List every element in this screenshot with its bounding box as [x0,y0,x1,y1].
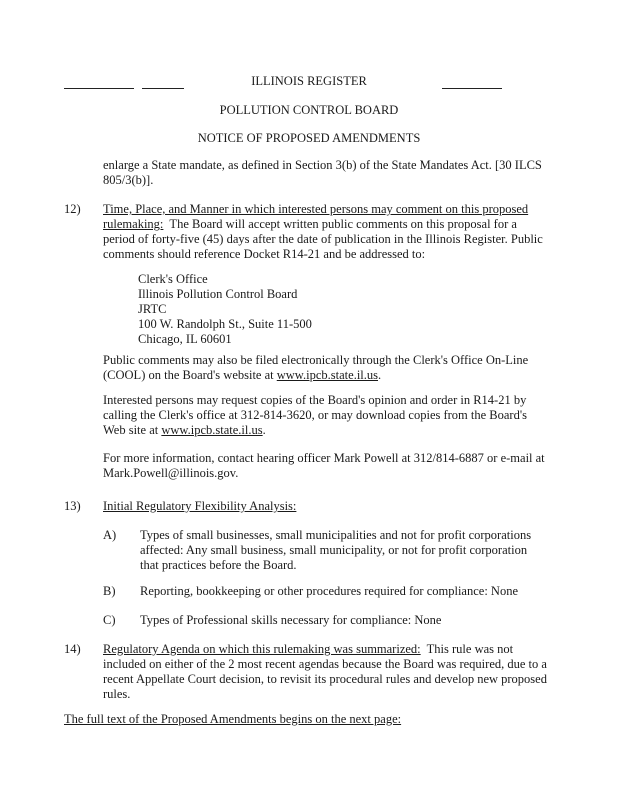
item-a-line-2: affected: Any small business, small municipality, or not for profit corporation [140,543,528,557]
section-14-line-3: recent Appellate Court decision, to revisit its procedural rules and develop new proposed [103,672,547,686]
contact-paragraph [103,451,545,481]
cool-line-2-text: (COOL) on the Board's website at [103,368,277,382]
section-12-line-3: period of forty-five (45) days after the date of publication in the Illinois Register. Public [103,232,543,246]
section-14-heading: Regulatory Agenda on which this rulemaking was summarized: [103,642,421,656]
address-line: 100 W. Randolph St., Suite 11-500 [138,317,312,331]
board-title: POLLUTION CONTROL BOARD [219,103,399,117]
section-12-paragraph [103,202,543,262]
notice-title: NOTICE OF PROPOSED AMENDMENTS [197,131,421,145]
board-website-link[interactable]: www.ipcb.state.il.us [276,368,379,382]
section-14-number: 14) [64,642,81,656]
section-14-line-2: included on either of the 2 most recent agendas because the Board was required, due to a [103,657,547,671]
copies-line-3-period: . [262,423,266,437]
copies-line-1: Interested persons may request copies of the Board's opinion and order in R14-21 by [103,393,527,407]
item-c-label: C) [103,613,116,627]
intro-line-2: 805/3(b)]. [103,173,154,187]
section-13-heading: Initial Regulatory Flexibility Analysis: [103,499,297,513]
section-12-heading-line-1: Time, Place, and Manner in which interested persons may comment on this proposed [103,202,529,216]
item-a-label: A) [103,528,117,542]
contact-line-1: For more information, contact hearing officer Mark Powell at 312/814-6887 or e-mail at [103,451,545,465]
intro-paragraph [103,158,542,188]
address-line: JRTC [138,302,167,316]
cool-line-2-period: . [378,368,382,382]
address-line: Clerk's Office [138,272,208,286]
address-line: Chicago, IL 60601 [138,332,232,346]
item-a-line-3: that practices before the Board. [140,558,297,572]
copies-paragraph [103,393,527,438]
section-12-number: 12) [64,202,81,216]
register-title: ILLINOIS REGISTER [251,74,367,88]
section-13-number: 13) [64,499,81,513]
contact-email: Mark.Powell@illinois.gov. [103,466,239,480]
intro-line-1: enlarge a State mandate, as defined in Section 3(b) of the State Mandates Act. [30 ILCS [103,158,542,172]
copies-line-3-text: Web site at [103,423,162,437]
section-12-heading-line-2: rulemaking: [103,217,164,231]
item-b-text: Reporting, bookkeeping or other procedures required for compliance: None [140,584,518,598]
board-website-link-2[interactable]: www.ipcb.state.il.us [161,423,263,437]
cool-paragraph [103,353,528,383]
item-a-text [140,528,531,573]
section-14-line-4: rules. [103,687,131,701]
section-14-paragraph [103,642,547,702]
section-12-line-2-text: The Board will accept written public comments on this proposal for a [163,217,517,231]
address-line: Illinois Pollution Control Board [138,287,298,301]
clerk-address [138,272,312,347]
full-text-notice: The full text of the Proposed Amendments begins on the next page: [64,712,402,726]
section-14-line-1-text: This rule was not [420,642,514,656]
section-12-line-4: comments should reference Docket R14-21 and be addressed to: [103,247,426,261]
item-c-text: Types of Professional skills necessary for compliance: None [140,613,442,627]
cool-line-1: Public comments may also be filed electronically through the Clerk's Office On-Line [103,353,529,367]
copies-line-2: calling the Clerk's office at 312-814-3620, or may download copies from the Board's [103,408,527,422]
item-b-label: B) [103,584,116,598]
item-a-line-1: Types of small businesses, small municipalities and not for profit corporations [140,528,532,542]
